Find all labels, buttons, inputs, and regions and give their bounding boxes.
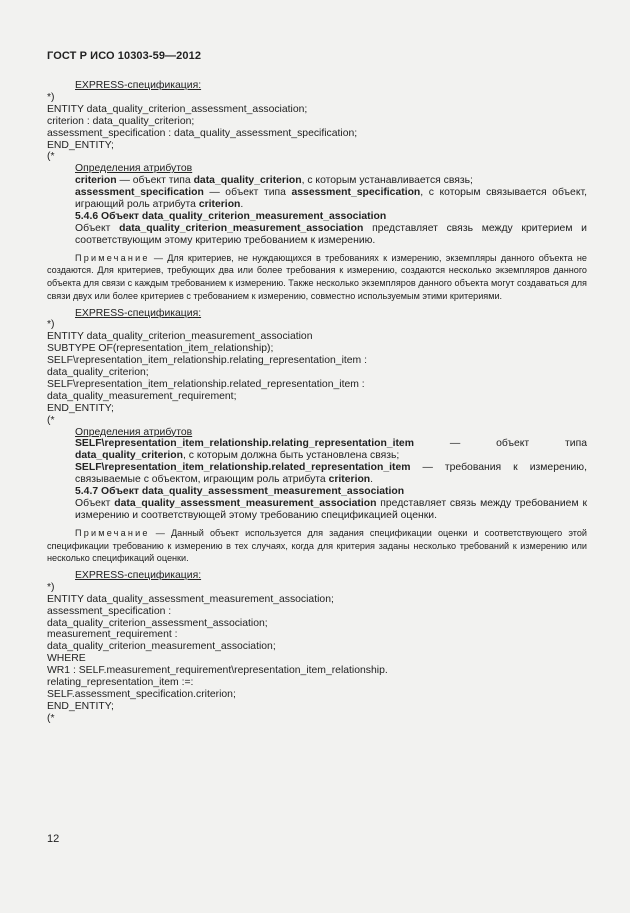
text-run: , с которым устанавливается связь; <box>301 175 473 187</box>
express-code-block <box>47 319 587 426</box>
code-line: assessment_specification : <box>47 605 172 617</box>
code-line: ENTITY data_quality_assessment_measurement_association; <box>47 593 334 605</box>
text-run: — требования к измерению, связываемые с объектом, играющим роль атрибута <box>75 462 587 486</box>
code-line: SELF\representation_item_relationship.relating_representation_item : <box>47 355 367 367</box>
note-paragraph <box>47 252 587 303</box>
text-run: . <box>240 199 244 211</box>
section-title: 5.4.6 Объект data_quality_criterion_measurement_association <box>75 210 387 222</box>
attribute-definitions-heading: Определения атрибутов <box>75 163 193 175</box>
entity-name: data_quality_criterion <box>193 175 302 187</box>
section-title: 5.4.7 Объект data_quality_assessment_measurement_association <box>75 486 405 498</box>
code-line: END_ENTITY; <box>47 700 114 712</box>
express-spec-heading: EXPRESS-спецификация: <box>75 307 202 319</box>
text-run: Объект <box>75 222 120 234</box>
text-run: представляет связь между требованием к измерению и соответствующей этому требованию спецификацией оценки. <box>75 498 587 521</box>
code-line: assessment_specification : data_quality_assessment_specification; <box>47 127 358 139</box>
document-header: ГОСТ Р ИСО 10303-59—2012 <box>47 50 202 62</box>
code-line: ENTITY data_quality_criterion_measurement_association <box>47 331 313 343</box>
code-line: SELF.assessment_specification.criterion; <box>47 688 236 700</box>
code-line: SUBTYPE OF(representation_item_relationship); <box>47 343 274 355</box>
entity-name: assessment_specification <box>291 187 421 199</box>
code-line: criterion : data_quality_criterion; <box>47 115 195 127</box>
attribute-name: SELF\representation_item_relationship.related_representation_item <box>75 462 411 474</box>
code-line: END_ENTITY; <box>47 139 114 151</box>
code-line: data_quality_criterion; <box>47 367 149 379</box>
attribute-name: criterion <box>75 175 117 187</box>
attribute-name: assessment_specification <box>75 187 204 199</box>
code-line: (* <box>47 151 55 163</box>
note-paragraph <box>47 527 587 565</box>
code-line: SELF\representation_item_relationship.related_representation_item : <box>47 378 365 390</box>
text-run: — объект типа <box>203 187 292 199</box>
express-spec-heading: EXPRESS-спецификация: <box>75 569 202 581</box>
code-line: ENTITY data_quality_criterion_assessment_association; <box>47 103 308 115</box>
express-code-block <box>47 92 587 163</box>
code-line: WR1 : SELF.measurement_requirement\representation_item_relationship. <box>47 665 388 677</box>
code-line: *) <box>47 319 55 331</box>
section-paragraph <box>47 498 587 522</box>
note-text: — Данный объект используется для задания спецификации оценки и соответствующего этой спецификации требованию к измерению в тех случаях, когда для критерия заданы несколько требований к измерению или несколько спецификаций оценки. <box>47 527 587 564</box>
attribute-ref: criterion <box>328 474 371 486</box>
text-run: представляет связь между критерием и соответствующим этому критерию требованием к измерению. <box>75 222 587 246</box>
code-line: (* <box>47 414 55 426</box>
code-line: *) <box>47 581 55 593</box>
attribute-definition <box>47 438 587 462</box>
attribute-definition <box>47 462 587 486</box>
attribute-ref: criterion <box>198 199 241 211</box>
note-label: Примечание <box>75 252 150 263</box>
code-line: END_ENTITY; <box>47 402 114 414</box>
text-run: , с которым связывается объект, играющий роль атрибута <box>75 187 587 211</box>
entity-name: data_quality_criterion_measurement_association <box>119 222 364 234</box>
text-run: . <box>370 474 374 486</box>
code-line: *) <box>47 91 55 103</box>
code-line: data_quality_criterion_measurement_association; <box>47 641 276 653</box>
text-run: — объект типа <box>116 175 194 187</box>
note-text: — Для критериев, не нуждающихся в требованиях к измерению, экземпляры данного объекта не создаются. Для критериев, требующих два или более требования к измерению, создаются несколько экземпляров данного объекта для связи с каждым требованием к измерению. Также несколько экземпляров данного объекта могут создаваться для связи двух или более критериев с требованием к измерению, совместно используемым этими критериями. <box>47 252 587 301</box>
attribute-definitions-heading: Определения атрибутов <box>75 426 193 438</box>
document-body <box>47 80 587 725</box>
page-number: 12 <box>47 833 60 845</box>
attribute-definition <box>47 187 587 211</box>
entity-name: data_quality_criterion <box>75 450 183 462</box>
attribute-name: SELF\representation_item_relationship.relating_representation_item <box>75 438 414 450</box>
code-line: (* <box>47 712 55 724</box>
code-line: WHERE <box>47 653 86 665</box>
express-code-block <box>47 582 587 725</box>
code-line: relating_representation_item :=: <box>47 677 194 689</box>
note-label: Примечание <box>75 527 150 538</box>
code-line: measurement_requirement : <box>47 629 178 641</box>
code-line: data_quality_measurement_requirement; <box>47 390 237 402</box>
express-spec-heading: EXPRESS-спецификация: <box>75 80 202 91</box>
text-run: , с которым должна быть установлена связь; <box>182 450 400 462</box>
entity-name: data_quality_assessment_measurement_association <box>114 498 377 509</box>
attribute-definition <box>47 175 587 187</box>
text-run: Объект <box>75 498 115 509</box>
text-run: — объект типа <box>413 438 587 450</box>
section-paragraph <box>47 223 587 247</box>
code-line: data_quality_criterion_assessment_association; <box>47 617 268 629</box>
